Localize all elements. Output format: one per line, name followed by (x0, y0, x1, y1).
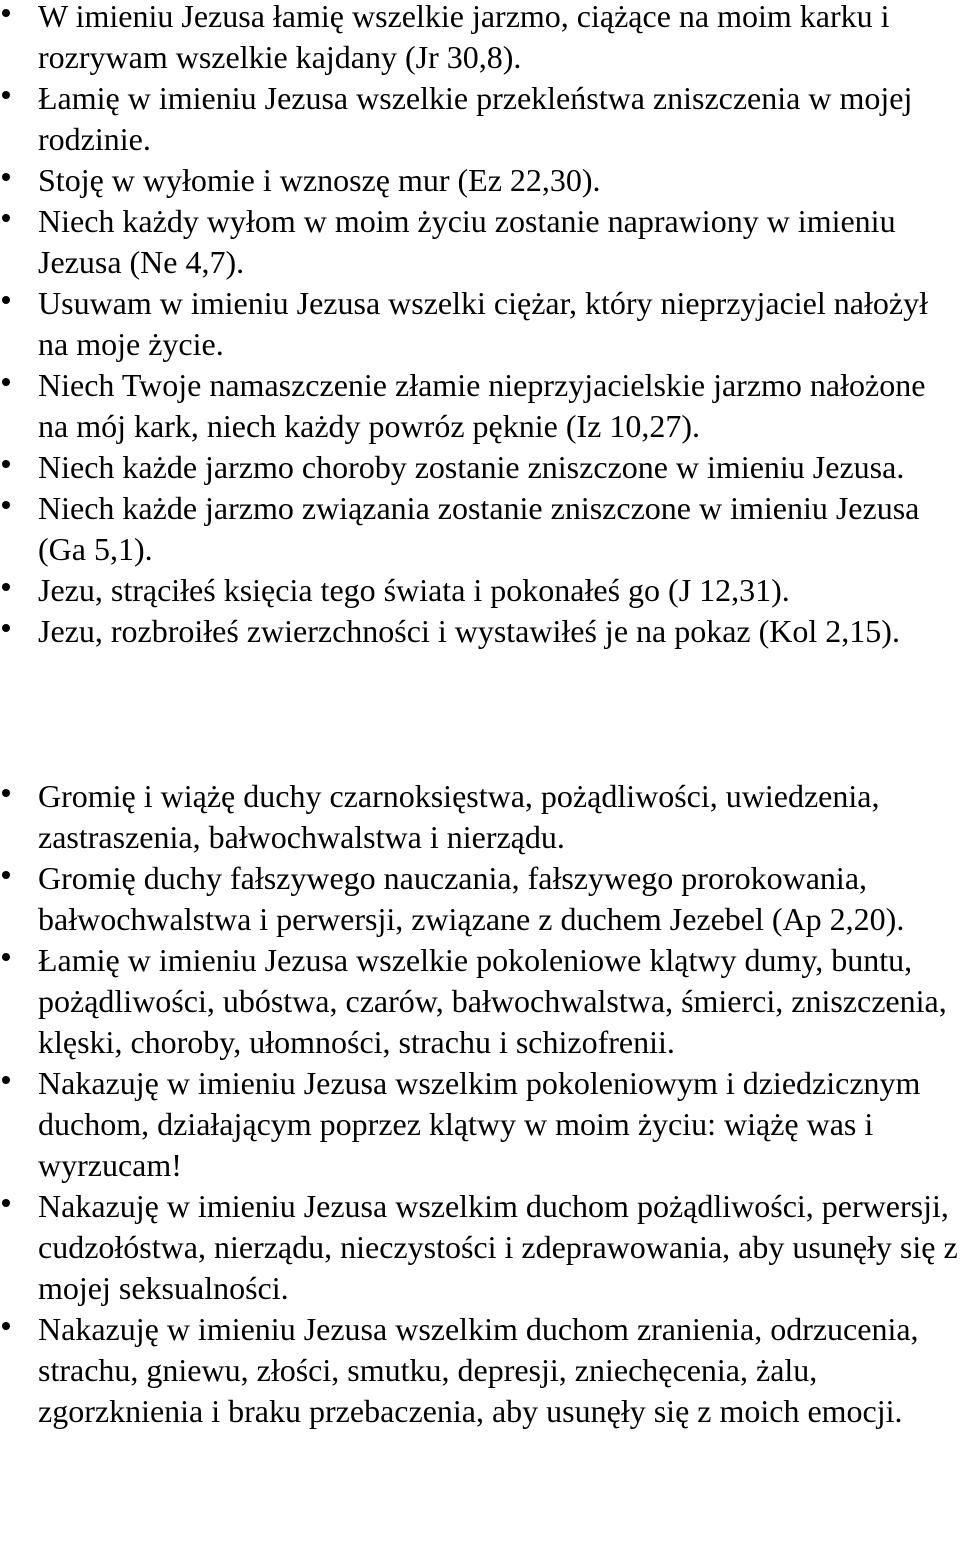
bullet-icon (2, 953, 10, 961)
list-item (0, 1063, 960, 1186)
bullet-icon (2, 789, 10, 797)
list-item (0, 1309, 960, 1432)
list-item (0, 776, 960, 858)
list-item (0, 940, 960, 1063)
bullet-icon (2, 1322, 10, 1330)
bullet-icon (2, 871, 10, 879)
list-item (0, 447, 960, 488)
bullet-icon (2, 9, 10, 17)
list-item (0, 283, 960, 365)
bullet-icon (2, 173, 10, 181)
bullet-icon (2, 1076, 10, 1084)
bullet-icon (2, 1199, 10, 1207)
bullet-icon (2, 296, 10, 304)
list-item-text: Niech każde jarzmo związania zostanie zniszczone w imieniu Jezusa (Ga 5,1). (38, 490, 920, 567)
bullet-icon (2, 460, 10, 468)
list-item-text: Usuwam w imieniu Jezusa wszelki ciężar, który nieprzyjaciel nałożył na moje życie. (38, 285, 928, 362)
list-item-text: Nakazuję w imieniu Jezusa wszelkim duchom zranienia, odrzucenia, strachu, gniewu, złości, smutku, depresji, zniechęcenia, żalu, zgorzknienia i braku przebaczenia, aby usunęły się z moich emocji. (38, 1311, 919, 1429)
list-item-text: Jezu, rozbroiłeś zwierzchności i wystawiłeś je na pokaz (Kol 2,15). (38, 613, 900, 649)
bullet-icon (2, 624, 10, 632)
list-item-text: Gromię i wiążę duchy czarnoksięstwa, pożądliwości, uwiedzenia, zastraszenia, bałwochwalstwa i nierządu. (38, 778, 880, 855)
list-item-text: Niech każde jarzmo choroby zostanie zniszczone w imieniu Jezusa. (38, 449, 905, 485)
bullet-icon (2, 583, 10, 591)
list-item (0, 365, 960, 447)
list-item (0, 0, 960, 78)
list-item (0, 570, 960, 611)
list-item (0, 1186, 960, 1309)
bullet-icon (2, 91, 10, 99)
prayer-list-2 (0, 776, 960, 1432)
prayer-list-1 (0, 0, 960, 652)
list-item-text: Łamię w imieniu Jezusa wszelkie pokoleniowe klątwy dumy, buntu, pożądliwości, ubóstwa, czarów, bałwochwalstwa, śmierci, zniszczenia, klęski, choroby, ułomności, strachu i schizofrenii. (38, 942, 947, 1060)
list-item (0, 201, 960, 283)
list-item-text: W imieniu Jezusa łamię wszelkie jarzmo, ciążące na moim karku i rozrywam wszelkie kajdany (Jr 30,8). (38, 0, 890, 75)
list-item-text: Jezu, strąciłeś księcia tego świata i pokonałeś go (J 12,31). (38, 572, 790, 608)
bullet-icon (2, 214, 10, 222)
list-item-text: Nakazuję w imieniu Jezusa wszelkim duchom pożądliwości, perwersji, cudzołóstwa, nierządu, nieczystości i zdeprawowania, aby usunęły się z mojej seksualności. (38, 1188, 958, 1306)
list-item-text: Nakazuję w imieniu Jezusa wszelkim pokoleniowym i dziedzicznym duchom, działającym poprzez klątwy w moim życiu: wiążę was i wyrzucam! (38, 1065, 921, 1183)
list-item-text: Gromię duchy fałszywego nauczania, fałszywego prorokowania, bałwochwalstwa i perwersji, związane z duchem Jezebel (Ap 2,20). (38, 860, 905, 937)
list-item (0, 78, 960, 160)
bullet-icon (2, 378, 10, 386)
bullet-icon (2, 501, 10, 509)
list-item-text: Stoję w wyłomie i wznoszę mur (Ez 22,30). (38, 162, 601, 198)
list-item (0, 611, 960, 652)
list-item-text: Niech każdy wyłom w moim życiu zostanie naprawiony w imieniu Jezusa (Ne 4,7). (38, 203, 896, 280)
list-item (0, 858, 960, 940)
list-item-text: Niech Twoje namaszczenie złamie nieprzyjacielskie jarzmo nałożone na mój kark, niech każdy powróz pęknie (Iz 10,27). (38, 367, 926, 444)
list-item (0, 160, 960, 201)
list-item-text: Łamię w imieniu Jezusa wszelkie przekleństwa zniszczenia w mojej rodzinie. (38, 80, 913, 157)
list-item (0, 488, 960, 570)
